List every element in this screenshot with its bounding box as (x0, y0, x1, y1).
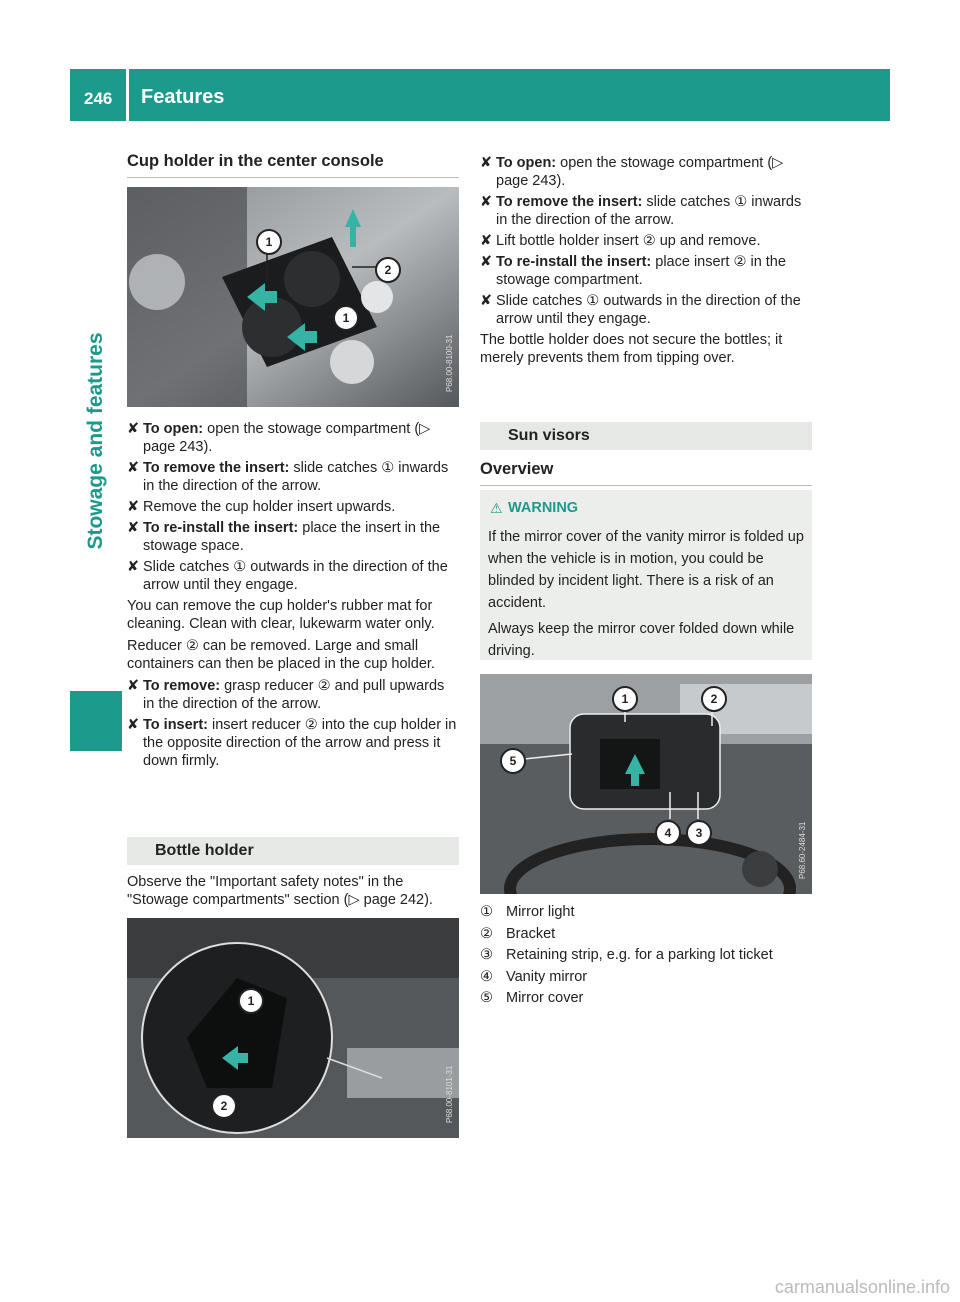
warning-box (480, 490, 812, 660)
callout-2: 2 (701, 686, 727, 712)
step-item (127, 459, 459, 495)
step-item (127, 716, 459, 770)
callout-1: 1 (333, 305, 359, 331)
step-text: Lift bottle holder insert ② up and remove. (496, 233, 761, 249)
legend (480, 902, 812, 1010)
cup-holder-text (127, 420, 459, 773)
step-marker-icon: ✘ (480, 233, 493, 249)
step-marker-icon: ✘ (127, 559, 140, 575)
step-text: place the insert in the stowage space. (143, 520, 441, 554)
chapter-title: Features (141, 86, 225, 108)
warning-text: If the mirror cover of the vanity mirror is folded up when the vehicle is in motion, you could be blinded by incident light. There is a risk of an accident. (488, 529, 804, 611)
step-marker-icon: ✘ (127, 499, 140, 515)
step-item (480, 193, 812, 229)
legend-item (480, 967, 812, 989)
step-marker-icon: ✘ (127, 678, 140, 694)
warning-text: Always keep the mirror cover folded down while driving. (488, 621, 795, 659)
step-text: open the stowage compartment (▷ page 243). (143, 421, 431, 455)
step-marker-icon: ✘ (127, 520, 140, 536)
image-id: P68.00-8101-31 (445, 1065, 454, 1123)
warning-icon: ⚠ (490, 500, 503, 516)
legend-number: ① (480, 904, 493, 920)
bottle-holder-image (127, 918, 459, 1138)
bottle-holder-steps (480, 154, 812, 328)
legend-label: Mirror cover (506, 990, 584, 1006)
step-label: To re-install the insert: (143, 520, 299, 536)
bottle-holder-section (127, 837, 459, 913)
warning-title: WARNING (508, 500, 579, 516)
callout-1: 1 (256, 229, 282, 255)
callout-2: 2 (375, 257, 401, 283)
section-title-overview: Overview (480, 460, 812, 486)
step-item (480, 253, 812, 289)
page-number: 246 (84, 89, 113, 108)
callout-2: 2 (211, 1093, 237, 1119)
step-marker-icon: ✘ (480, 293, 493, 309)
side-tab-label: Stowage and features (84, 332, 107, 550)
legend-item (480, 945, 812, 967)
step-item (480, 292, 812, 328)
callout-5: 5 (500, 748, 526, 774)
section-bar-bottle-holder: Bottle holder (127, 837, 459, 865)
image-id: P68.60-2484-31 (798, 821, 807, 879)
bottle-holder-illustration (127, 918, 459, 1138)
paragraph: You can remove the cup holder's rubber mat for cleaning. Clean with clear, lukewarm water only. (127, 598, 435, 632)
legend-number: ⑤ (480, 990, 493, 1006)
step-label: To insert: (143, 717, 208, 733)
reducer-steps (127, 677, 459, 770)
step-label: To re-install the insert: (496, 254, 652, 270)
page-header (70, 69, 890, 121)
step-marker-icon: ✘ (480, 155, 493, 171)
step-marker-icon: ✘ (127, 421, 140, 437)
legend-label: Mirror light (506, 904, 575, 920)
sun-visor-illustration (480, 674, 812, 894)
step-label: To remove the insert: (143, 460, 290, 476)
sun-visor-image (480, 674, 812, 894)
watermark: carmanualsonline.info (774, 1277, 950, 1297)
warning-body (488, 526, 806, 662)
cup-holder-illustration (127, 187, 459, 407)
section-bar-sun-visors: Sun visors (480, 422, 812, 450)
callout-3: 3 (686, 820, 712, 846)
legend-item (480, 924, 812, 946)
step-label: To open: (496, 155, 557, 171)
step-item (480, 232, 812, 250)
cup-holder-steps (127, 420, 459, 594)
step-label: To remove: (143, 678, 221, 694)
left-column (127, 152, 459, 178)
step-text: Slide catches ① outwards in the direction of the arrow until they engage. (496, 293, 801, 327)
side-tab-marker (70, 691, 122, 751)
callout-1: 1 (612, 686, 638, 712)
section-title-cup-holder: Cup holder in the center console (127, 152, 459, 178)
step-marker-icon: ✘ (480, 194, 493, 210)
callout-1: 1 (238, 988, 264, 1014)
step-marker-icon: ✘ (127, 460, 140, 476)
paragraph: Observe the "Important safety notes" in the "Stowage compartments" section (▷ page 242). (127, 874, 433, 908)
cup-holder-image (127, 187, 459, 407)
step-text: Slide catches ① outwards in the direction of the arrow until they engage. (143, 559, 448, 593)
legend-number: ④ (480, 968, 493, 985)
step-item (127, 519, 459, 555)
legend-number: ③ (480, 947, 493, 963)
legend-label: Bracket (506, 925, 556, 942)
right-column (480, 154, 812, 371)
sun-visors-section (480, 422, 812, 486)
step-text: slide catches ① inwards in the direction of the arrow. (143, 460, 449, 494)
step-text: insert reducer ② into the cup holder in the opposite direction of the arrow and press it down firmly. (143, 717, 457, 769)
legend-label: Retaining strip, e.g. for a parking lot ticket (506, 947, 773, 963)
legend-item (480, 902, 812, 924)
step-item (127, 498, 459, 516)
paragraph: Reducer ② can be removed. Large and small containers can then be placed in the cup holder. (127, 638, 435, 672)
step-text: slide catches ① inwards in the direction of the arrow. (496, 194, 802, 228)
image-id: P68.00-8100-31 (445, 334, 454, 392)
step-item (480, 154, 812, 190)
side-tab (70, 121, 122, 741)
step-item (127, 677, 459, 713)
step-item (127, 420, 459, 456)
step-marker-icon: ✘ (127, 717, 140, 733)
step-item (127, 558, 459, 594)
legend-number: ② (480, 925, 493, 942)
step-text: Remove the cup holder insert upwards. (143, 499, 396, 515)
step-label: To open: (143, 421, 204, 437)
step-text: grasp reducer ② and pull upwards in the direction of the arrow. (143, 678, 445, 712)
step-text: place insert ② in the stowage compartment. (496, 254, 786, 288)
legend-label: Vanity mirror (506, 968, 588, 985)
legend-item (480, 988, 812, 1010)
step-text: open the stowage compartment (▷ page 243). (496, 155, 784, 189)
step-label: To remove the insert: (496, 194, 643, 210)
callout-4: 4 (655, 820, 681, 846)
paragraph: The bottle holder does not secure the bottles; it merely prevents them from tipping over. (480, 332, 783, 366)
header-divider (126, 69, 129, 121)
step-marker-icon: ✘ (480, 254, 493, 270)
